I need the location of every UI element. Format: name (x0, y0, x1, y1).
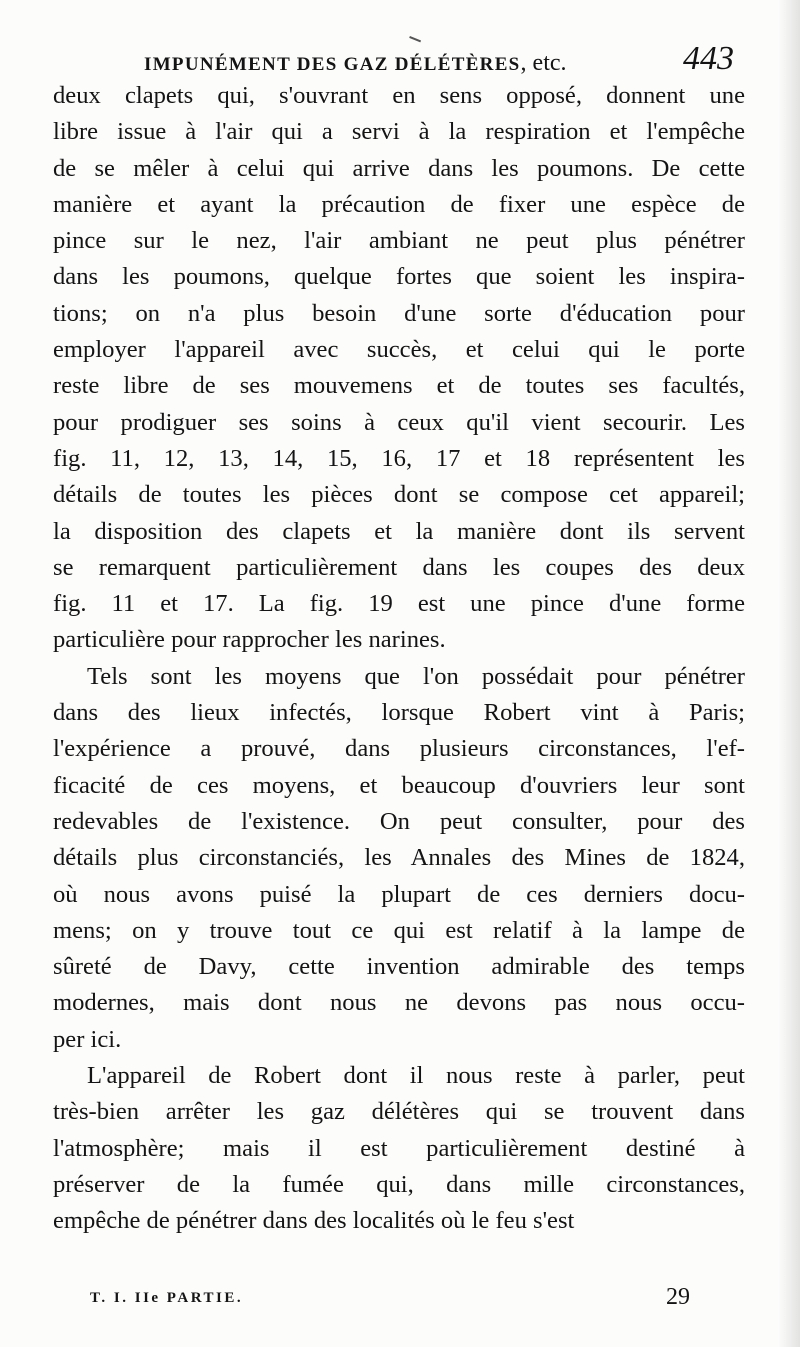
text-line: L'appareil de Robert dont il nous reste à parler, peut (87, 1062, 745, 1090)
page-edge-shadow (778, 0, 800, 1347)
text-line: de se mêler à celui qui arrive dans les poumons. De cette (53, 154, 745, 182)
page-number: 443 (683, 40, 734, 77)
text-line: détails de toutes les pièces dont se compose cet appareil; (53, 481, 745, 509)
text-line: mens; on y trouve tout ce qui est relatif à la lampe de (53, 916, 745, 944)
text-line: très-bien arrêter les gaz délétères qui se trouvent dans (53, 1098, 745, 1126)
sheet-number: 29 (666, 1284, 690, 1310)
text-line: l'expérience a prouvé, dans plusieurs circonstances, l'ef- (53, 735, 745, 763)
text-line: particulière pour rapprocher les narines. (53, 626, 446, 654)
printer-mark (407, 36, 421, 48)
text-line: où nous avons puisé la plupart de ces derniers docu- (53, 880, 745, 908)
running-title (144, 50, 567, 77)
text-line: fig. 11 et 17. La fig. 19 est une pince d'une forme (53, 590, 745, 618)
text-line: fig. 11, 12, 13, 14, 15, 16, 17 et 18 représentent les (53, 444, 745, 472)
text-line: la disposition des clapets et la manière dont ils servent (53, 517, 745, 545)
text-line: empêche de pénétrer dans des localités où le feu s'est (53, 1207, 575, 1235)
text-line: libre issue à l'air qui a servi à la respiration et l'empêche (53, 118, 745, 146)
text-line: l'atmosphère; mais il est particulièrement destiné à (53, 1134, 745, 1162)
text-line: tions; on n'a plus besoin d'une sorte d'éducation pour (53, 299, 745, 327)
text-line: préserver de la fumée qui, dans mille circonstances, (53, 1170, 745, 1198)
text-line: manière et ayant la précaution de fixer une espèce de (53, 190, 745, 218)
text-line: deux clapets qui, s'ouvrant en sens opposé, donnent une (53, 82, 745, 109)
text-line: détails plus circonstanciés, les Annales des Mines de 1824, (53, 844, 745, 872)
text-line: se remarquent particulièrement dans les coupes des deux (53, 553, 745, 581)
text-line: dans des lieux infectés, lorsque Robert vint à Paris; (53, 699, 745, 727)
running-title-text: IMPUNÉMENT DES GAZ DÉLÉTÈRES (144, 54, 521, 75)
text-line: dans les poumons, quelque fortes que soient les inspira- (53, 263, 745, 291)
text-line: redevables de l'existence. On peut consulter, pour des (53, 807, 745, 835)
running-title-suffix: , etc. (520, 50, 567, 76)
text-line: per ici. (53, 1025, 122, 1053)
text-line: sûreté de Davy, cette invention admirable des temps (53, 953, 745, 981)
text-line: Tels sont les moyens que l'on possédait pour pénétrer (87, 662, 745, 690)
text-line: employer l'appareil avec succès, et celui qui le porte (53, 336, 745, 364)
text-line: modernes, mais dont nous ne devons pas nous occu- (53, 989, 745, 1017)
footer (90, 1284, 700, 1314)
text-line: ficacité de ces moyens, et beaucoup d'ouvriers leur sont (53, 771, 745, 799)
body-text (53, 78, 745, 1240)
text-line: pour prodiguer ses soins à ceux qu'il vient secourir. Les (53, 408, 745, 436)
text-line: reste libre de ses mouvemens et de toutes ses facultés, (53, 372, 745, 400)
text-line: pince sur le nez, l'air ambiant ne peut plus pénétrer (53, 227, 745, 255)
signature-mark: T. I. IIe PARTIE. (90, 1290, 244, 1306)
